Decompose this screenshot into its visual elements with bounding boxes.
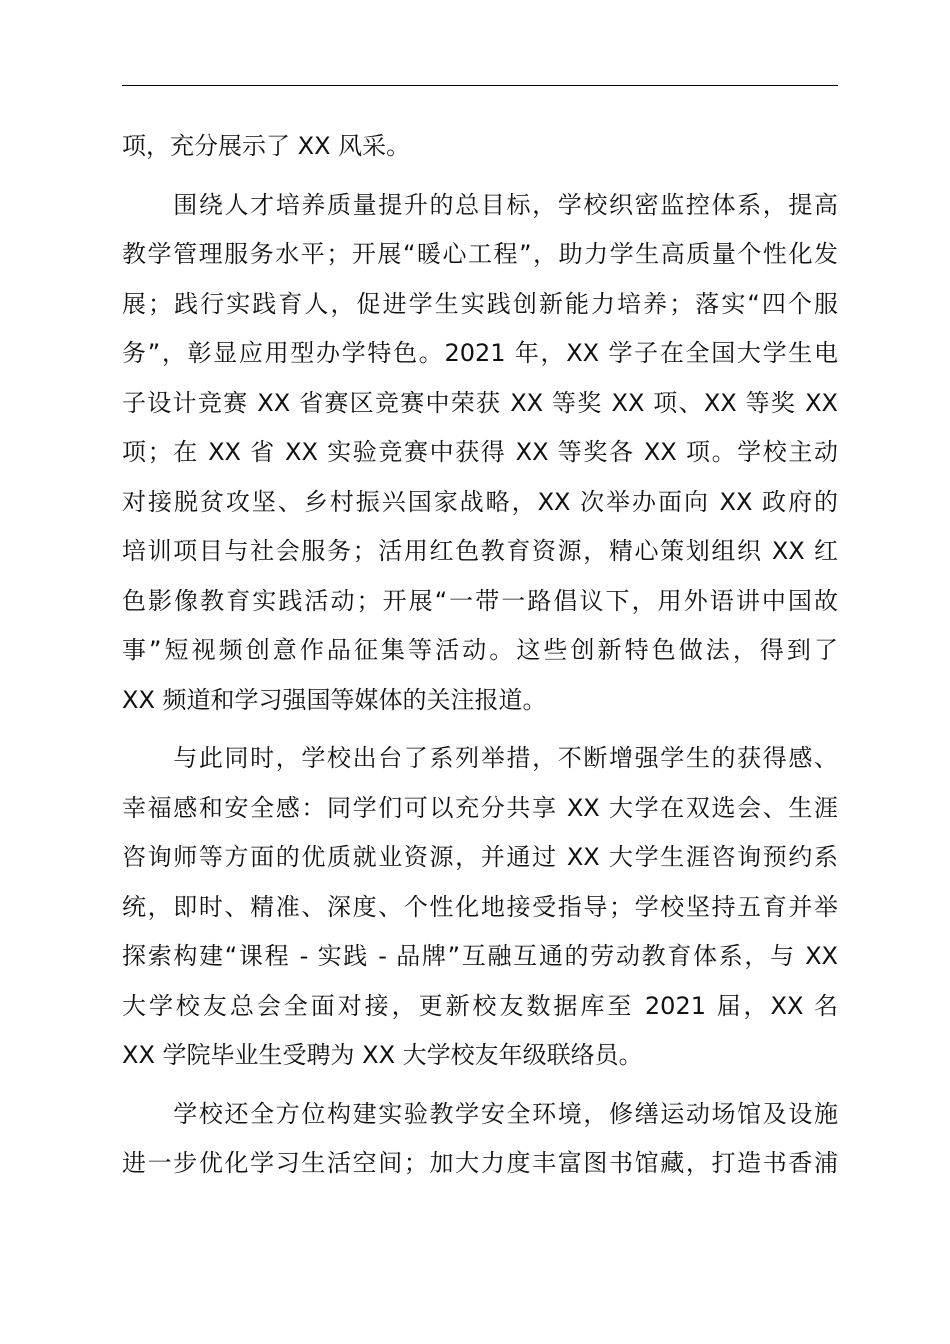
text-line: 培训项目与社会服务；活用红色教育资源，精心策划组织 XX 红 <box>122 537 838 565</box>
text-line: 对接脱贫攻坚、乡村振兴国家战略，XX 次举办面向 XX 政府的 <box>122 487 838 516</box>
text-line: 子设计竞赛 XX 省赛区竞赛中荣获 XX 等奖 XX 项、XX 等奖 XX <box>122 388 838 417</box>
paragraph <box>122 1090 838 1189</box>
text-line: 展；践行实践育人，促进学生实践创新能力培养；落实“四个服 <box>122 289 838 318</box>
text-line: 统，即时、精准、深度、个性化地接受指导；学校坚持五育并举 <box>122 892 838 921</box>
document-body <box>122 122 838 1189</box>
header-rule <box>122 85 838 86</box>
text-line: 围绕人才培养质量提升的总目标，学校织密监控体系，提高 <box>122 190 838 219</box>
paragraph <box>122 734 838 1081</box>
text-line: XX 频道和学习强国等媒体的关注报道。 <box>122 685 547 714</box>
text-line: 色影像教育实践活动；开展“一带一路倡议下，用外语讲中国故 <box>122 586 838 615</box>
text-line: 进一步优化学习生活空间；加大力度丰富图书馆藏，打造书香浦 <box>122 1149 838 1177</box>
text-line: 探索构建“课程 - 实践 - 品牌”互融互通的劳动教育体系，与 XX <box>122 942 838 970</box>
text-line: 咨询师等方面的优质就业资源，并通过 XX 大学生涯咨询预约系 <box>122 843 838 871</box>
text-line: 与此同时，学校出台了系列举措，不断增强学生的获得感、 <box>122 744 838 772</box>
text-line: 大学校友总会全面对接，更新校友数据库至 2021 届，XX 名 <box>122 991 838 1020</box>
text-line: 项，充分展示了 XX 风采。 <box>122 132 411 160</box>
text-line: 项；在 XX 省 XX 实验竞赛中获得 XX 等奖各 XX 项。学校主动 <box>122 438 838 466</box>
text-line: 学校还全方位构建实验教学安全环境，修缮运动场馆及设施 <box>122 1099 838 1128</box>
text-line: 教学管理服务水平；开展“暖心工程”，助力学生高质量个性化发 <box>122 240 838 268</box>
paragraph <box>122 181 838 726</box>
text-line: 事”短视频创意作品征集等活动。这些创新特色做法，得到了 <box>122 636 838 664</box>
text-line: XX 学院毕业生受聘为 XX 大学校友年级联络员。 <box>122 1041 643 1069</box>
paragraph <box>122 122 838 172</box>
text-line: 务”，彰显应用型办学特色。2021 年，XX 学子在全国大学生电 <box>122 339 838 367</box>
text-line: 幸福感和安全感：同学们可以充分共享 XX 大学在双选会、生涯 <box>122 793 838 822</box>
